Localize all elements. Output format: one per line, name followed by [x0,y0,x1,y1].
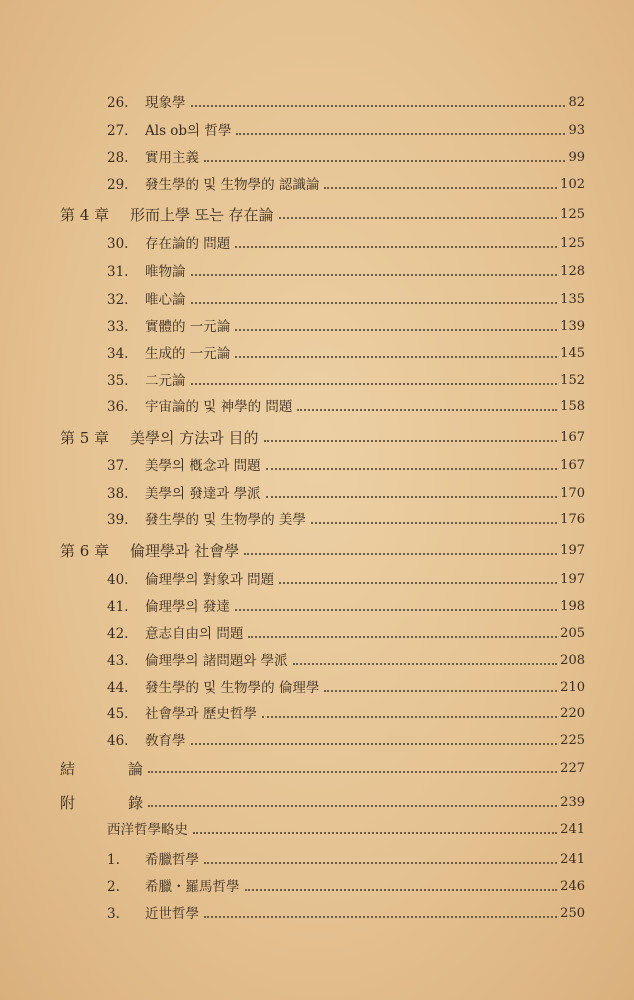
dot-leader [248,636,557,638]
entry-page: 227 [560,761,585,776]
entry-number: 34. [107,346,129,362]
dot-leader [193,832,557,834]
dot-leader [148,805,557,807]
entry-number: 46. [107,733,129,749]
toc-entry [60,756,585,778]
dot-leader [266,496,558,498]
entry-page: 82 [568,95,585,110]
entry-page: 135 [560,292,585,307]
entry-number: 40. [107,572,129,588]
toc-entry [107,118,585,140]
dot-leader [191,274,558,276]
dot-leader [264,440,558,442]
entry-title: 希臘・羅馬哲學 [145,879,240,895]
entry-number: 38. [107,486,129,502]
entry-title: 唯心論 [145,292,186,308]
entry-title: 社會學과 歷史哲學 [145,706,257,722]
entry-title: 二元論 [145,373,186,389]
entry-number: 37. [107,458,129,474]
entry-number: 28. [107,150,129,166]
entry-title: 希臘哲學 [145,852,199,868]
entry-title: 宇宙論的 및 神學的 問題 [145,399,293,415]
entry-title: 意志自由의 問題 [145,626,244,642]
entry-number: 44. [107,680,129,696]
entry-page: 197 [560,572,585,587]
entry-page: 250 [560,906,585,921]
chapter-number: 第 4 章 [60,206,110,224]
entry-title-first: 結 [60,760,76,778]
toc-entry [107,368,585,390]
entry-page: 158 [560,399,585,414]
entry-page: 241 [560,852,585,867]
entry-number: 33. [107,319,129,335]
entry-page: 170 [560,486,585,501]
entry-title: 倫理學의 發達 [145,599,230,615]
entry-number: 31. [107,264,129,280]
toc-entry [107,314,585,336]
dot-leader [235,246,557,248]
toc-entry [60,202,585,224]
entry-title: 存在論的 問題 [145,236,231,252]
dot-leader [297,409,557,411]
chapter-title: 美學의 方法과 目的 [130,429,259,447]
entry-page: 205 [560,626,585,641]
entry-page: 145 [560,346,585,361]
entry-number: 29. [107,177,129,193]
entry-page: 210 [560,680,585,695]
dot-leader [324,187,557,189]
dot-leader [191,743,558,745]
entry-page: 198 [560,599,585,614]
toc-entry [107,728,585,750]
entry-title: 發生學的 및 生物學的 美學 [145,512,306,528]
dot-leader [148,771,557,773]
entry-page: 225 [560,733,585,748]
toc-entry [107,901,585,923]
chapter-title: 形而上學 또는 存在論 [130,206,274,224]
entry-title: 發生學的 및 生物學的 認識論 [145,177,320,193]
dot-leader [191,302,558,304]
entry-title: 西洋哲學略史 [107,822,188,838]
toc-entry [107,507,585,529]
entry-number: 36. [107,399,129,415]
dot-leader [244,553,557,555]
entry-page: 125 [560,236,585,251]
dot-leader [279,582,557,584]
dot-leader [204,916,557,918]
entry-page: 167 [560,458,585,473]
dot-leader [204,862,557,864]
entry-title: 美學의 槪念과 問題 [145,458,261,474]
entry-page: 208 [560,653,585,668]
toc-entry [107,567,585,589]
dot-leader [191,383,558,385]
entry-page: 152 [560,373,585,388]
entry-title: 敎育學 [145,733,186,749]
entry-number: 27. [107,123,129,139]
dot-leader [279,217,558,219]
entry-number: 30. [107,236,129,252]
entry-title: 倫理學의 對象과 問題 [145,572,275,588]
dot-leader [293,663,558,665]
entry-page: 99 [568,150,585,165]
entry-title-second: 論 [128,760,144,778]
toc-entry [107,287,585,309]
toc-entry [107,394,585,416]
toc-entry [107,259,585,281]
entry-number: 2. [107,879,120,895]
entry-title: 近世哲學 [145,906,199,922]
entry-page: 220 [560,706,585,721]
entry-page: 246 [560,879,585,894]
toc-entry [60,538,585,560]
dot-leader [235,329,557,331]
entry-page: 139 [560,319,585,334]
entry-title: Als ob의 哲學 [145,123,232,139]
toc-entry [107,621,585,643]
dot-leader [204,160,565,162]
toc-entry [107,453,585,475]
dot-leader [236,133,565,135]
entry-number: 39. [107,512,129,528]
entry-number: 1. [107,852,120,868]
entry-number: 45. [107,706,129,722]
toc-entry [107,648,585,670]
entry-page: 93 [568,123,585,138]
entry-title: 倫理學의 諸問題와 學派 [145,653,288,669]
entry-title: 唯物論 [145,264,186,280]
entry-page: 125 [560,207,585,222]
chapter-number: 第 6 章 [60,542,110,560]
entry-number: 32. [107,292,129,308]
entry-title: 實體的 一元論 [145,319,231,335]
dot-leader [235,609,557,611]
toc-entry [107,341,585,363]
chapter-title: 倫理學과 社會學 [130,542,240,560]
toc-entry [107,675,585,697]
toc-entry [107,847,585,869]
entry-title-first: 附 [60,794,76,812]
dot-leader [262,716,557,718]
toc-entry [60,425,585,447]
entry-page: 128 [560,264,585,279]
toc-entry [107,874,585,896]
entry-number: 35. [107,373,129,389]
toc-entry [107,817,585,839]
entry-page: 239 [560,795,585,810]
toc-entry [107,481,585,503]
dot-leader [235,356,557,358]
dot-leader [311,522,557,524]
toc-entry [107,701,585,723]
dot-leader [266,468,558,470]
entry-number: 26. [107,95,129,111]
entry-title: 生成的 一元論 [145,346,231,362]
entry-page: 197 [560,543,585,558]
entry-page: 176 [560,512,585,527]
entry-title: 美學의 發達과 學派 [145,486,261,502]
toc-entry [107,594,585,616]
entry-title: 實用主義 [145,150,199,166]
entry-page: 241 [560,822,585,837]
entry-page: 167 [560,430,585,445]
entry-title: 現象學 [145,95,186,111]
toc-entry [107,145,585,167]
entry-number: 42. [107,626,129,642]
entry-number: 3. [107,906,120,922]
toc-entry [107,231,585,253]
entry-page: 102 [560,177,585,192]
toc-entry [60,790,585,812]
dot-leader [245,889,558,891]
toc-entry [107,90,585,112]
entry-title: 發生學的 및 生物學的 倫理學 [145,680,320,696]
chapter-number: 第 5 章 [60,429,110,447]
entry-number: 43. [107,653,129,669]
toc-entry [107,172,585,194]
dot-leader [191,105,566,107]
entry-title-second: 錄 [128,794,144,812]
entry-number: 41. [107,599,129,615]
dot-leader [324,690,557,692]
